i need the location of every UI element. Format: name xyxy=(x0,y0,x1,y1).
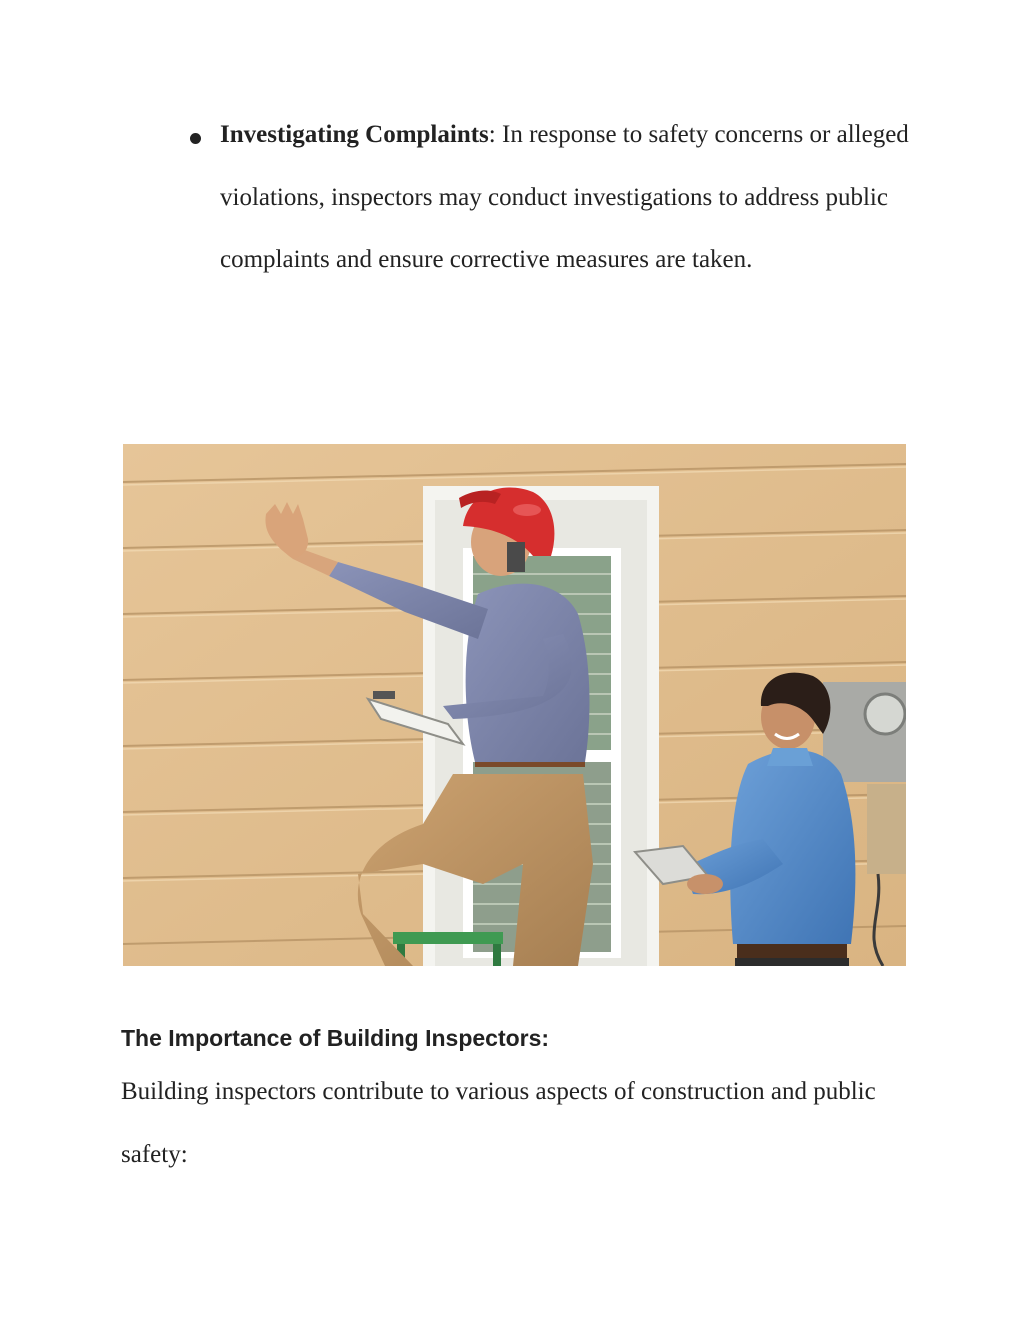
bullet-body: In response to safety concerns or alleged violations, inspectors may conduct investigations to address public complaints and ensure corrective measures are taken. xyxy=(220,121,909,273)
section-paragraph: Building inspectors contribute to various aspects of construction and public safety: xyxy=(121,1078,876,1168)
bullet-item-investigating-complaints xyxy=(190,104,910,292)
section-heading: The Importance of Building Inspectors: xyxy=(121,1025,550,1051)
bullet-separator: : xyxy=(488,121,496,148)
bullet-dot xyxy=(190,133,201,144)
bullet-title: Investigating Complaints xyxy=(220,121,489,148)
building-inspectors-photo xyxy=(123,444,906,966)
bullet-text xyxy=(220,104,910,292)
